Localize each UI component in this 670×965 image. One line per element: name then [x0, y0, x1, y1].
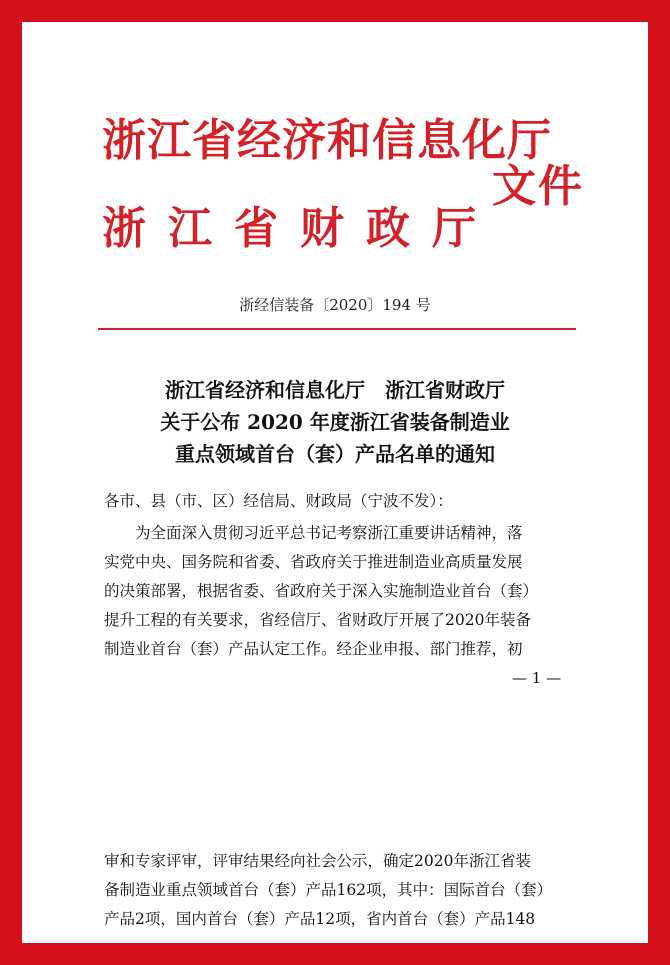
body-line: 产品2项，国内首台（套）产品12项，省内首台（套）产品148 — [104, 910, 536, 928]
body-line: 审和专家评审，评审结果经向社会公示，确定2020年浙江省装 — [104, 852, 531, 870]
document-suffix: 文件 — [492, 161, 584, 212]
title-line-1: 浙江省经济和信息化厅 浙江省财政厅 — [165, 378, 505, 402]
issuer-name-1: 浙江省经济和信息化厅 — [102, 115, 552, 166]
body-line: 为全面深入贯彻习近平总书记考察浙江重要讲话精神，落 — [104, 524, 523, 542]
greeting: 各市、县（市、区）经信局、财政局（宁波不发）： — [104, 492, 453, 510]
title-line-2: 关于公布 2020 年度浙江省装备制造业 — [160, 410, 510, 434]
document-number: 浙经信装备〔2020〕194 号 — [239, 296, 431, 314]
title-line-3: 重点领域首台（套）产品名单的通知 — [175, 442, 495, 466]
body-paragraph-page1 — [104, 519, 572, 664]
document-page — [22, 22, 648, 943]
body-line: 实党中央、国务院和省委、省政府关于推进制造业高质量发展 — [104, 553, 523, 571]
body-paragraph-page2 — [104, 847, 572, 934]
body-line: 备制造业重点领域首台（套）产品162项，其中：国际首台（套） — [104, 881, 553, 899]
body-line: 提升工程的有关要求，省经信厅、省财政厅开展了2020年装备 — [104, 611, 531, 629]
page-number: — 1 — — [512, 669, 562, 687]
red-divider — [98, 328, 576, 330]
issuer-name-2: 浙江省财政厅 — [102, 203, 498, 254]
body-line: 制造业首台（套）产品认定工作。经企业申报、部门推荐，初 — [104, 640, 523, 658]
body-line: 的决策部署，根据省委、省政府关于深入实施制造业首台（套） — [104, 582, 539, 600]
